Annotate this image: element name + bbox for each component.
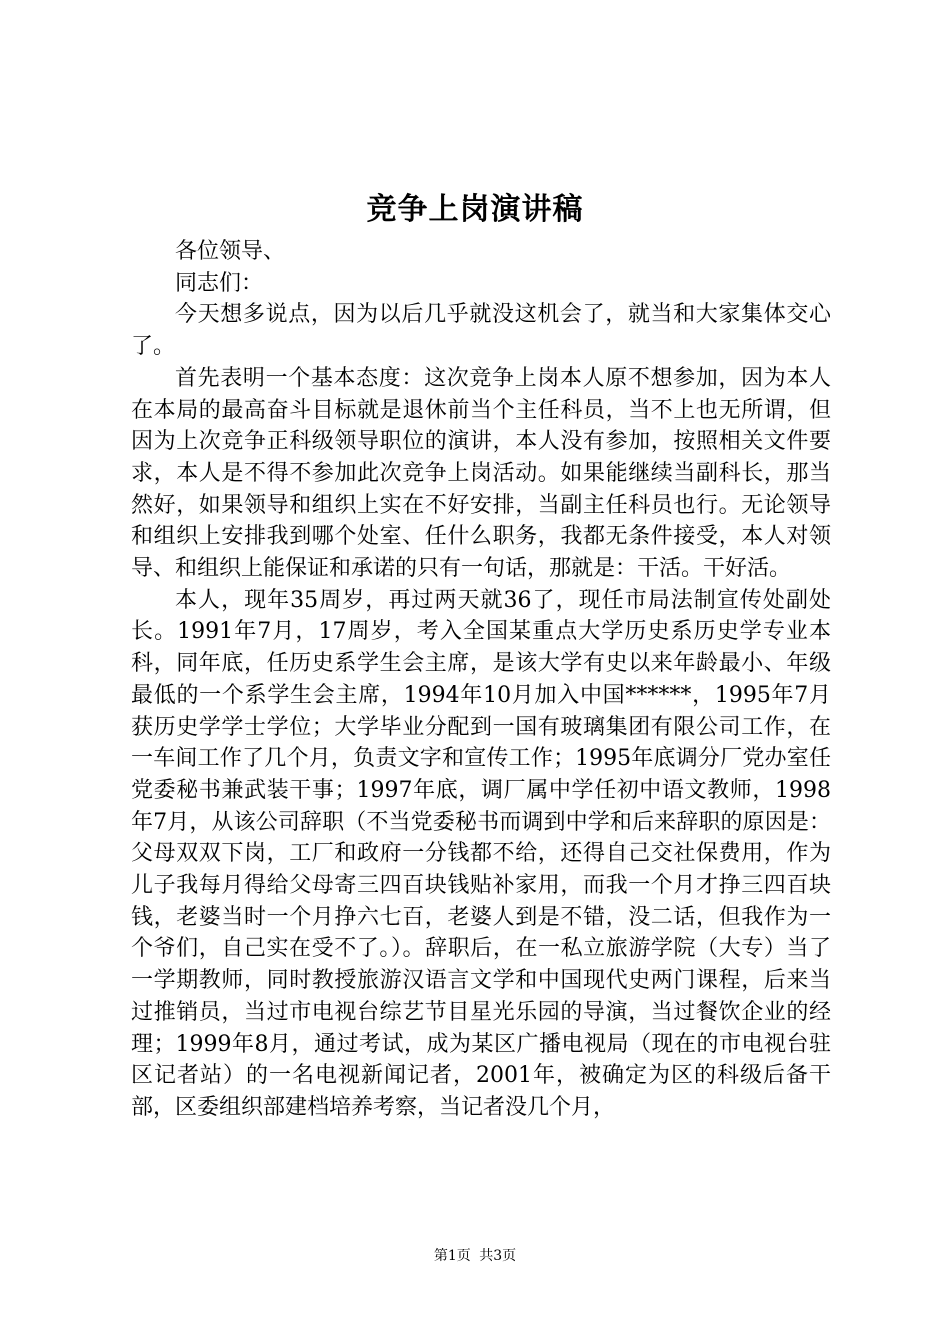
paragraph-opening: 今天想多说点，因为以后几乎就没这机会了，就当和大家集体交心了。	[131, 302, 831, 360]
document-body	[131, 236, 831, 1124]
salutation-line-2: 同志们：	[175, 270, 264, 296]
paragraph-background: 本人，现年35周岁，再过两天就36了，现任市局法制宣传处副处长。1991年7月，17周岁，考入全国某重点大学历史系历史学专业本科，同年底，任历史系学生会主席，是该大学有史以来年龄最小、年级最低的一个系学生会主席，1994年10月加入中国******，1995年7月获历史学学士学位；大学毕业分配到一国有玻璃集团有限公司工作，在一车间工作了几个月，负责文字和宣传工作；1995年底调分厂党办室任党委秘书兼武装干事；1997年底，调厂属中学任初中语文教师，1998年7月，从该公司辞职（不当党委秘书而调到中学和后来辞职的原因是：父母双双下岗，工厂和政府一分钱都不给，还得自己交社保费用，作为儿子我每月得给父母寄三四百块钱贴补家用，而我一个月才挣三四百块钱，老婆当时一个月挣六七百，老婆人到是不错，没二话，但我作为一个爷们，自己实在受不了。）。辞职后，在一私立旅游学院（大专）当了一学期教师，同时教授旅游汉语言文学和中国现代史两门课程，后来当过推销员，当过市电视台综艺节目星光乐园的导演，当过餐饮企业的经理；1999年8月，通过考试，成为某区广播电视局（现在的市电视台驻区记者站）的一名电视新闻记者，2001年，被确定为区的科级后备干部，区委组织部建档培养考察，当记者没几个月，	[131, 587, 831, 1120]
document-title: 竞争上岗演讲稿	[366, 192, 584, 227]
paragraph-attitude: 首先表明一个基本态度：这次竞争上岗本人原不想参加，因为本人在本局的最高奋斗目标就是退休前当个主任科员，当不上也无所谓，但因为上次竞争正科级领导职位的演讲，本人没有参加，按照相关文件要求，本人是不得不参加此次竞争上岗活动。如果能继续当副科长，那当然好，如果领导和组织上实在不好安排，当副主任科员也行。无论领导和组织上安排我到哪个处室、任什么职务，我都无条件接受，本人对领导、和组织上能保证和承诺的只有一句话，那就是：干活。干好活。	[131, 365, 831, 582]
page-number-footer: 第1页 共3页	[433, 1248, 517, 1264]
salutation-line-1: 各位领导、	[175, 239, 286, 264]
